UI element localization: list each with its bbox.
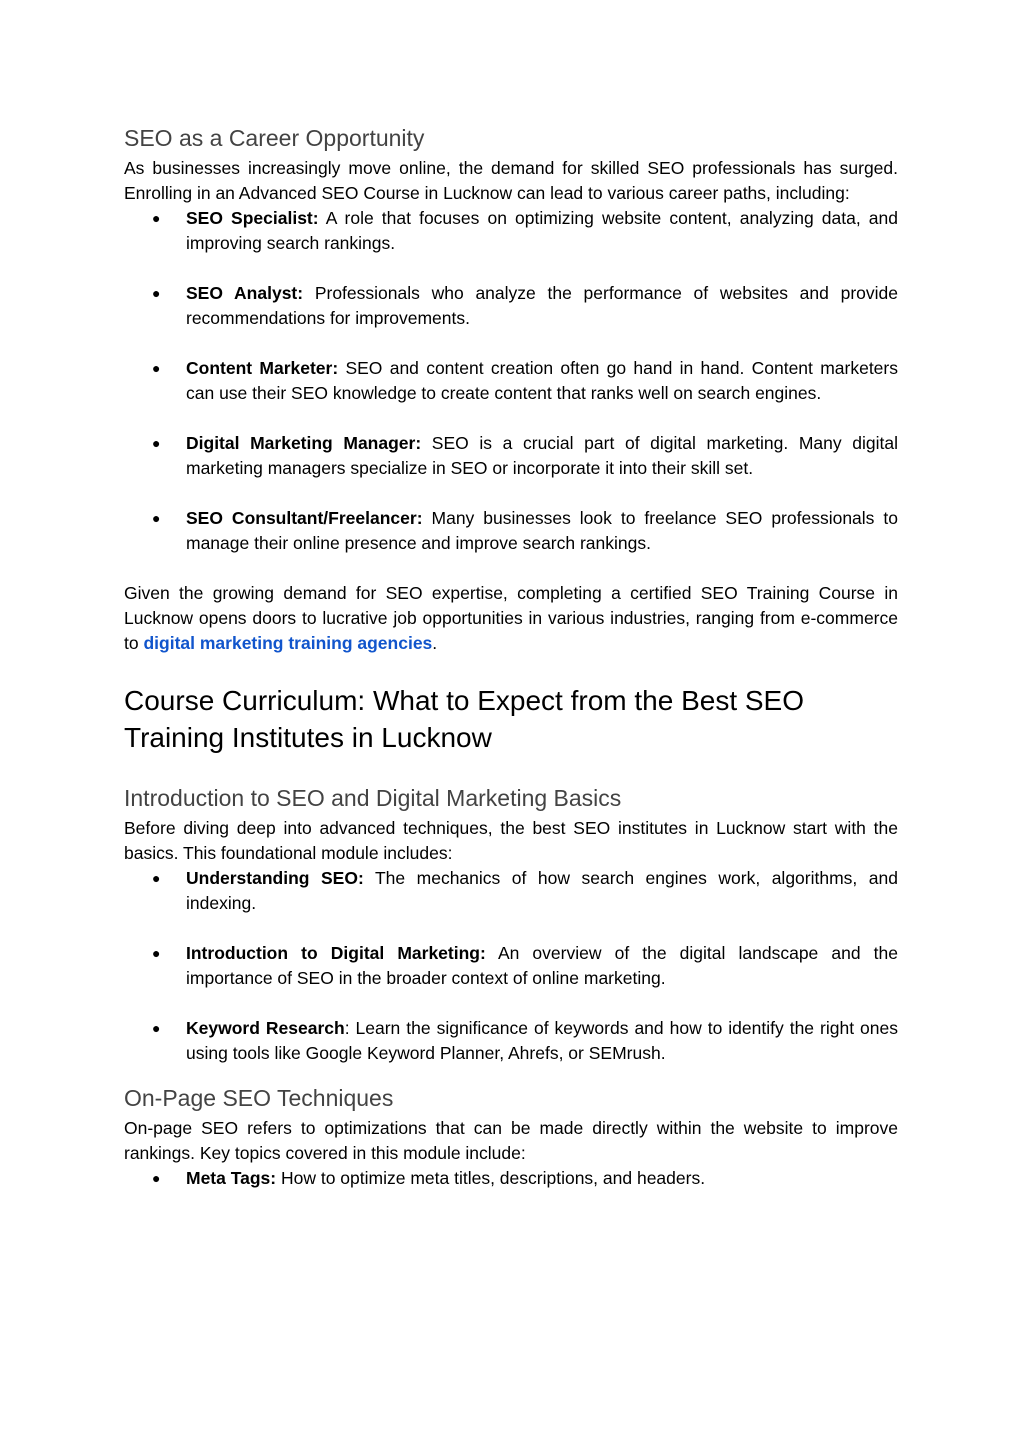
heading-on-page-seo: On-Page SEO Techniques bbox=[124, 1085, 394, 1111]
document-page bbox=[124, 120, 898, 1191]
list-item-term: Understanding SEO: bbox=[186, 868, 364, 888]
list-item-text: SEO is a crucial part of digital marketing. Many digital marketing managers specialize in SEO or incorporate it into their skill set. bbox=[186, 433, 898, 478]
list-item bbox=[124, 1016, 898, 1066]
list-item-term: SEO Specialist: bbox=[186, 208, 319, 228]
digital-marketing-agencies-link[interactable]: digital marketing training agencies bbox=[138, 633, 433, 653]
bullet-icon: ● bbox=[152, 1170, 161, 1186]
bullet-icon: ● bbox=[152, 1020, 161, 1036]
list-item bbox=[124, 281, 898, 331]
list-item-term: Meta Tags: bbox=[186, 1168, 277, 1188]
list-item-text: The mechanics of how search engines work, algorithms, and indexing. bbox=[186, 868, 898, 913]
bullet-icon: ● bbox=[152, 285, 161, 301]
list-item bbox=[124, 1166, 898, 1191]
list-item-term: SEO Analyst: bbox=[186, 283, 304, 303]
heading-intro-seo-basics: Introduction to SEO and Digital Marketing Basics bbox=[124, 785, 622, 811]
bullet-icon: ● bbox=[152, 435, 161, 451]
closing-text: Given the growing demand for SEO expertise, completing a certified SEO Training Course in Lucknow opens doors to lucrative job opportunities in various industries, ranging from e-commerce to bbox=[124, 583, 898, 653]
bullet-icon: ● bbox=[152, 510, 161, 526]
list-item-text: Many businesses look to freelance SEO professionals to manage their online presence and improve search rankings. bbox=[186, 508, 898, 553]
career-paths-list bbox=[124, 206, 898, 556]
on-page-list bbox=[124, 1166, 898, 1191]
paragraph-career-intro: As businesses increasingly move online, the demand for skilled SEO professionals has surged. Enrolling in an Advanced SEO Course in Lucknow can lead to various career paths, including: bbox=[124, 158, 898, 203]
list-item-text: SEO and content creation often go hand in hand. Content marketers can use their SEO knowledge to create content that ranks well on search engines. bbox=[186, 358, 898, 403]
list-item bbox=[124, 206, 898, 256]
list-item bbox=[124, 866, 898, 916]
list-item-term: Introduction to Digital Marketing: bbox=[186, 943, 486, 963]
list-item bbox=[124, 356, 898, 406]
heading-course-curriculum: Course Curriculum: What to Expect from the Best SEO Training Institutes in Lucknow bbox=[124, 685, 805, 753]
list-item bbox=[124, 941, 898, 991]
bullet-icon: ● bbox=[152, 945, 161, 961]
closing-end: . bbox=[432, 633, 438, 653]
list-item-text: : Learn the significance of keywords and how to identify the right ones using tools like Google Keyword Planner, Ahrefs, or SEMrush. bbox=[186, 1018, 898, 1063]
bullet-icon: ● bbox=[152, 210, 161, 226]
list-item-term: SEO Consultant/Freelancer: bbox=[186, 508, 423, 528]
list-item-text: Professionals who analyze the performance of websites and provide recommendations for improvements. bbox=[186, 283, 899, 328]
list-item-term: Keyword Research bbox=[186, 1018, 345, 1038]
list-item-text: An overview of the digital landscape and the importance of SEO in the broader context of online marketing. bbox=[186, 943, 898, 988]
list-item-text: A role that focuses on optimizing website content, analyzing data, and improving search rankings. bbox=[186, 208, 898, 253]
basics-list bbox=[124, 866, 898, 1066]
list-item bbox=[124, 506, 898, 556]
list-item-term: Digital Marketing Manager: bbox=[186, 433, 422, 453]
list-item-text: How to optimize meta titles, descriptions, and headers. bbox=[276, 1168, 706, 1188]
bullet-icon: ● bbox=[152, 360, 161, 376]
paragraph-on-page-intro: On-page SEO refers to optimizations that can be made directly within the website to improve rankings. Key topics covered in this module include: bbox=[124, 1118, 898, 1163]
heading-seo-career: SEO as a Career Opportunity bbox=[124, 125, 425, 151]
list-item bbox=[124, 431, 898, 481]
list-item-term: Content Marketer: bbox=[186, 358, 339, 378]
bullet-icon: ● bbox=[152, 870, 161, 886]
paragraph-career-closing bbox=[124, 581, 898, 656]
paragraph-basics-intro: Before diving deep into advanced techniques, the best SEO institutes in Lucknow start with the basics. This foundational module includes: bbox=[124, 818, 898, 863]
